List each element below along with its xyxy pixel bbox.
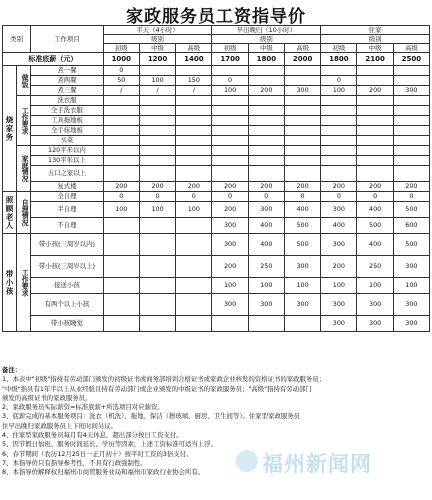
section-cooking: 做饭 [17, 66, 31, 96]
table-cell [248, 76, 284, 86]
table-cell: 300 [284, 256, 320, 278]
table-cell: 200 [321, 182, 357, 192]
table-cell: 400 [284, 202, 320, 218]
table-cell [321, 106, 357, 116]
category-header: 类别 [3, 26, 31, 53]
table-cell: 200 [248, 86, 284, 96]
table-cell: 0 [212, 192, 248, 202]
table-cell: 300 [321, 202, 357, 218]
row-label: 煮三餐 [31, 86, 104, 96]
row-label: 有两个以上小孩 [31, 294, 104, 316]
table-row [3, 116, 430, 126]
base-salary: 2500 [393, 53, 429, 66]
table-cell [284, 116, 320, 126]
table-cell [176, 116, 212, 126]
table-cell [248, 156, 284, 166]
table-cell [103, 234, 139, 256]
grade-label: 级别 [321, 35, 430, 44]
row-label: 洗衣服 [31, 96, 104, 106]
table-row [3, 86, 430, 96]
table-cell [212, 316, 248, 332]
table-row [3, 66, 430, 76]
table-cell: 300 [357, 316, 393, 332]
table-cell: 300 [393, 316, 429, 332]
table-cell [176, 278, 212, 294]
table-cell: 0 [321, 76, 357, 86]
table-row [3, 126, 430, 136]
table-cell [284, 126, 320, 136]
row-label: 半自理 [31, 202, 104, 218]
table-cell [212, 146, 248, 156]
table-cell [103, 96, 139, 106]
table-cell: 300 [393, 256, 429, 278]
table-cell [248, 126, 284, 136]
table-cell: 0 [248, 192, 284, 202]
table-cell: 0 [103, 66, 139, 76]
row-label: 130平米以上 [31, 156, 104, 166]
grade-label: 级别 [103, 35, 212, 44]
table-cell [357, 106, 393, 116]
table-cell: 300 [212, 218, 248, 234]
table-cell [103, 218, 139, 234]
grade-junior: 初级 [321, 44, 357, 53]
table-cell [176, 156, 212, 166]
table-cell [248, 96, 284, 106]
table-cell [139, 146, 175, 156]
table-cell: 500 [284, 234, 320, 256]
table-cell: 150 [176, 76, 212, 86]
grade-senior: 高级 [393, 44, 429, 53]
table-cell: 100 [284, 278, 320, 294]
table-cell [284, 146, 320, 156]
table-cell: 100 [139, 76, 175, 86]
table-cell [139, 136, 175, 146]
table-cell: 400 [248, 234, 284, 256]
table-cell [284, 156, 320, 166]
wage-table [2, 25, 430, 332]
table-cell: 200 [212, 182, 248, 192]
table-cell: 300 [212, 234, 248, 256]
table-cell [284, 136, 320, 146]
note-line: 7、本指导价只有指导参考性，不具有行政强制性。 [2, 458, 147, 467]
table-cell: / [139, 86, 175, 96]
table-cell: 200 [284, 182, 320, 192]
table-row [3, 136, 430, 146]
row-label: 煮两餐 [31, 76, 104, 86]
table-cell: 100 [321, 278, 357, 294]
table-cell [103, 116, 139, 126]
table-cell: 100 [248, 278, 284, 294]
table-cell: 0 [393, 192, 429, 202]
table-cell [176, 294, 212, 316]
table-cell: 100 [357, 278, 393, 294]
table-cell: 100 [103, 202, 139, 218]
table-cell: 250 [248, 256, 284, 278]
note-line: 5、因节假日加班、服务时间延长、学历等因素，上述工资标准可适当上浮。 [2, 440, 217, 449]
table-cell [212, 166, 248, 182]
table-row [3, 218, 430, 234]
table-cell [103, 106, 139, 116]
table-cell [176, 234, 212, 256]
table-cell [139, 218, 175, 234]
note-line: 4、住家型家政服务员每月有4天休息，超出部分按日工资支付。 [2, 431, 183, 440]
table-cell [103, 294, 139, 316]
row-label: 煮一餐 [31, 66, 104, 76]
table-cell [248, 66, 284, 76]
table-cell [176, 218, 212, 234]
table-cell [321, 66, 357, 76]
grade-senior: 高级 [176, 44, 212, 53]
table-cell: 0 [357, 192, 393, 202]
row-label: 复式楼 [31, 182, 104, 192]
table-cell [357, 76, 393, 86]
table-cell [139, 96, 175, 106]
table-cell: 200 [212, 202, 248, 218]
table-cell [321, 166, 357, 182]
section-self-care: 自理情况 [17, 192, 31, 234]
table-cell [139, 166, 175, 182]
table-cell [103, 146, 139, 156]
table-row [3, 156, 430, 166]
table-cell: 200 [321, 256, 357, 278]
table-cell [321, 126, 357, 136]
row-label: 带小孩(三周岁以内) [31, 234, 104, 256]
table-cell [321, 156, 357, 166]
section-housework: 烧家务 [3, 66, 17, 192]
table-cell: 600 [393, 218, 429, 234]
table-cell: 300 [284, 86, 320, 96]
table-cell [284, 66, 320, 76]
row-label: 工具拖地板 [31, 116, 104, 126]
table-cell: 200 [176, 182, 212, 192]
table-cell [212, 126, 248, 136]
table-cell [284, 106, 320, 116]
note-line: 1、本表中"初级"指持有劳动部门颁发的初级证书或商务部培训合格证书或家政企业核发的资格证书的家政服务员； [2, 375, 326, 384]
table-cell: 0 [321, 192, 357, 202]
table-cell [357, 156, 393, 166]
base-salary: 2100 [357, 53, 393, 66]
table-row [3, 316, 430, 332]
table-cell [139, 116, 175, 126]
table-cell: 250 [357, 256, 393, 278]
table-cell: 200 [139, 182, 175, 192]
table-cell [176, 166, 212, 182]
table-row [3, 256, 430, 278]
note-line: "中级"指具有1年半以上从业经验且持有劳动部门或企业颁发的中级证书的家政服务员；"高级"指持有劳动部门 [2, 384, 312, 393]
table-cell: 200 [248, 182, 284, 192]
table-cell [393, 146, 429, 156]
table-row [3, 192, 430, 202]
base-salary: 1200 [139, 53, 175, 66]
table-row [3, 166, 430, 182]
section-work-requirements: 工作要求 [17, 96, 31, 146]
table-cell [321, 96, 357, 106]
table-cell [284, 166, 320, 182]
note-line: 2、家政服务员实际薪资=标准底薪+所选项目对应薪资。 [2, 403, 164, 412]
note-line: 8、本指导价解释权归福州市商贸服务业局和福州市家政行业协会所有。 [2, 468, 205, 477]
table-cell [393, 96, 429, 106]
table-cell [176, 256, 212, 278]
section-family: 家庭情况 [17, 146, 31, 192]
section-childcare: 带小孩 [3, 234, 17, 332]
table-cell [393, 106, 429, 116]
base-salary: 1700 [212, 53, 248, 66]
table-cell [393, 126, 429, 136]
row-label: 五口之家以上 [31, 166, 104, 182]
table-cell: 500 [393, 202, 429, 218]
table-cell [212, 116, 248, 126]
note-line: 6、春节期间（农历12月25日一正月初十）按平时工资的3倍支付。 [2, 449, 193, 458]
table-cell: 300 [321, 316, 357, 332]
table-cell [357, 146, 393, 156]
grade-middle: 中级 [357, 44, 393, 53]
table-cell [103, 136, 139, 146]
base-salary: 1800 [248, 53, 284, 66]
row-label: 全手洗衣服 [31, 106, 104, 116]
table-cell: 500 [284, 218, 320, 234]
table-row [3, 106, 430, 116]
table-cell: 400 [321, 218, 357, 234]
table-cell [139, 106, 175, 116]
table-cell: 0 [212, 76, 248, 86]
table-cell: 100 [393, 278, 429, 294]
table-cell [212, 156, 248, 166]
table-cell: / [176, 86, 212, 96]
table-cell: 100 [176, 202, 212, 218]
table-cell [103, 126, 139, 136]
table-cell: 100 [321, 86, 357, 96]
table-cell [212, 136, 248, 146]
table-row [3, 76, 430, 86]
table-cell [212, 96, 248, 106]
table-cell [284, 76, 320, 86]
table-cell: / [103, 86, 139, 96]
table-cell: 0 [176, 192, 212, 202]
table-cell: 300 [321, 294, 357, 316]
watermark-logo-icon [236, 450, 258, 472]
table-cell [139, 256, 175, 278]
table-cell [284, 96, 320, 106]
grade-senior: 高级 [284, 44, 320, 53]
table-cell [357, 136, 393, 146]
table-cell: 500 [393, 234, 429, 256]
table-cell [321, 116, 357, 126]
notes-heading: 备注： [2, 366, 22, 374]
table-row [3, 278, 430, 294]
table-cell [248, 166, 284, 182]
table-cell: 300 [393, 86, 429, 96]
page-title: 家政服务员工资指导价 [126, 7, 306, 27]
table-cell [103, 278, 139, 294]
base-salary: 2000 [284, 53, 320, 66]
grade-label: 级别 [212, 35, 321, 44]
table-cell: 300 [212, 294, 248, 316]
section-child-requirements: 工作要求 [17, 234, 31, 332]
table-cell [284, 316, 320, 332]
section-elderly: 照顾老人 [3, 192, 17, 234]
table-row [3, 182, 430, 192]
note-line: 颁发的高级证书的家政服务员。 [2, 393, 92, 402]
grade-junior: 初级 [212, 44, 248, 53]
row-label: 接送小孩 [31, 278, 104, 294]
table-cell: 200 [357, 86, 393, 96]
table-cell [357, 66, 393, 76]
table-cell: 200 [103, 182, 139, 192]
table-cell [393, 116, 429, 126]
table-cell [176, 96, 212, 106]
table-cell: 200 [393, 182, 429, 192]
table-cell: 100 [139, 202, 175, 218]
table-cell [139, 126, 175, 136]
table-cell [139, 278, 175, 294]
group-commute: 早出晚归（10小时） [212, 26, 321, 35]
table-cell [393, 76, 429, 86]
table-cell [393, 136, 429, 146]
grade-junior: 初级 [103, 44, 139, 53]
table-cell: 400 [248, 218, 284, 234]
table-cell [139, 156, 175, 166]
table-cell: 0 [103, 192, 139, 202]
table-cell: 50 [103, 76, 139, 86]
table-cell [139, 234, 175, 256]
table-row [3, 202, 430, 218]
base-salary: 1400 [176, 53, 212, 66]
table-row [3, 96, 430, 106]
row-label: 全自理 [31, 192, 104, 202]
table-cell [248, 146, 284, 156]
table-cell [103, 316, 139, 332]
table-cell [139, 294, 175, 316]
table-cell [393, 156, 429, 166]
table-cell: 200 [212, 256, 248, 278]
row-label: 不自理 [31, 218, 104, 234]
table-cell: 300 [248, 202, 284, 218]
table-cell [139, 316, 175, 332]
table-row [3, 146, 430, 156]
row-label: 买菜 [31, 136, 104, 146]
table-cell: 100 [212, 278, 248, 294]
grade-middle: 中级 [139, 44, 175, 53]
table-cell [103, 256, 139, 278]
table-cell [357, 116, 393, 126]
table-cell: 300 [357, 294, 393, 316]
table-cell [357, 96, 393, 106]
table-cell [103, 156, 139, 166]
table-cell: 300 [393, 294, 429, 316]
table-cell [176, 146, 212, 156]
row-label: 120平米以内 [31, 146, 104, 156]
table-cell [212, 106, 248, 116]
row-label: 带小孩(三周岁以上) [31, 256, 104, 278]
table-cell: 300 [321, 234, 357, 256]
table-row [3, 294, 430, 316]
row-label: 全手抹地板 [31, 126, 104, 136]
table-cell [176, 106, 212, 116]
table-cell: 0 [139, 192, 175, 202]
note-line: 住早出晚归家政服务员上下班时间另议。 [2, 421, 118, 430]
base-salary: 1800 [321, 53, 357, 66]
row-label: 带小孩睡觉 [31, 316, 104, 332]
table-cell [212, 66, 248, 76]
table-cell [248, 136, 284, 146]
note-line: 3、底薪完成的基本服务项目：洗衣（机洗）、拖地、保洁（擦玻璃、厨房、卫生间等）。住家型家政服务员 [2, 412, 301, 421]
table-cell [357, 126, 393, 136]
table-cell [176, 66, 212, 76]
table-cell: 500 [357, 218, 393, 234]
table-cell: 300 [284, 294, 320, 316]
table-cell [321, 146, 357, 156]
watermark: 福州新闻网 [262, 452, 372, 476]
table-cell: 400 [357, 234, 393, 256]
table-cell [176, 316, 212, 332]
table-cell: 300 [248, 294, 284, 316]
table-cell [176, 126, 212, 136]
table-row [3, 234, 430, 256]
table-cell: 200 [357, 182, 393, 192]
base-salary: 1000 [103, 53, 139, 66]
table-cell [393, 66, 429, 76]
table-cell [139, 66, 175, 76]
table-cell: 400 [357, 202, 393, 218]
table-cell [176, 136, 212, 146]
table-cell [103, 166, 139, 182]
work-item-header: 工作项目 [31, 26, 104, 53]
grade-middle: 中级 [248, 44, 284, 53]
table-cell [393, 166, 429, 182]
table-cell [321, 136, 357, 146]
table-cell [248, 316, 284, 332]
table-cell: 100 [212, 86, 248, 96]
group-live-in: 住家 [321, 26, 430, 35]
table-cell [248, 106, 284, 116]
table-cell: 0 [284, 192, 320, 202]
table-cell [248, 116, 284, 126]
table-cell [357, 166, 393, 182]
base-salary-label: 标准底薪（元） [3, 53, 104, 66]
group-half-day: 半天（4小时） [103, 26, 212, 35]
